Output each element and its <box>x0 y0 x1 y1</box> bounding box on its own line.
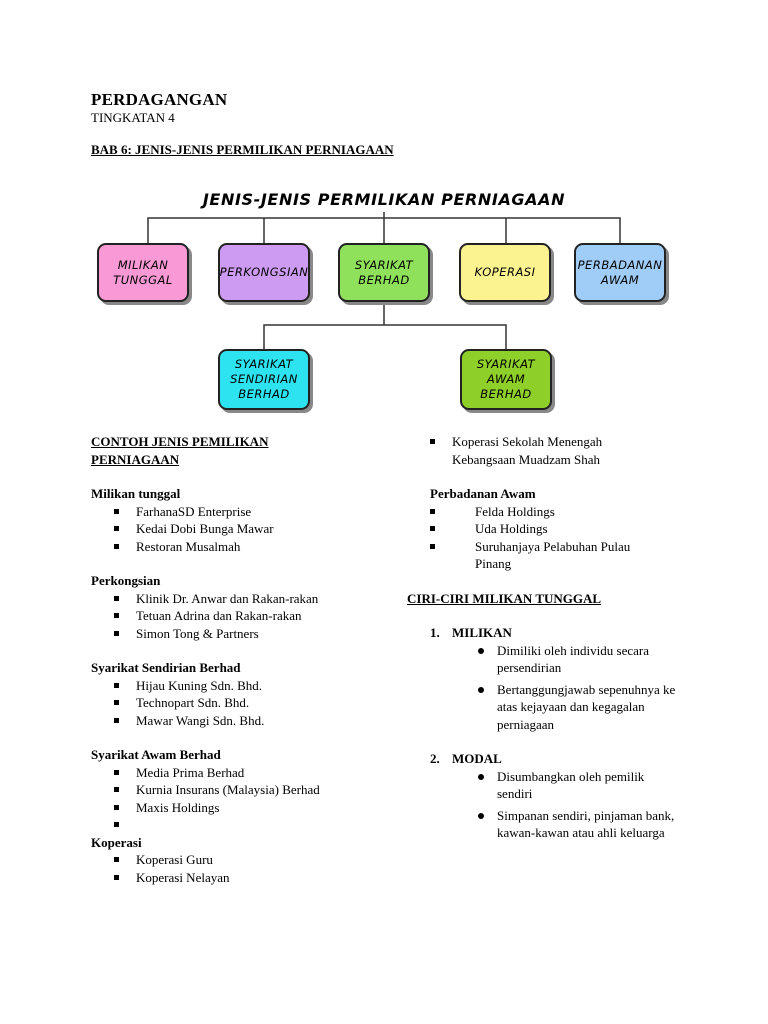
list-item: Disumbangkan oleh pemilik sendiri <box>407 768 677 803</box>
group-title-koperasi: Koperasi <box>91 834 142 850</box>
diagram-connectors <box>0 0 768 430</box>
node-koperasi: KOPERASI <box>459 243 551 302</box>
list-item: FarhanaSD Enterprise <box>91 503 391 521</box>
list-item: Kedai Dobi Bunga Mawar <box>91 520 391 538</box>
group-title-milikan-tunggal: Milikan tunggal <box>91 486 181 501</box>
node-syarikat-awam-berhad: SYARIKAT AWAM BERHAD <box>460 349 552 410</box>
ciri-item-modal <box>407 750 697 768</box>
list-item: Kurnia Insurans (Malaysia) Berhad <box>91 781 391 799</box>
list-item: Klinik Dr. Anwar dan Rakan-rakan <box>91 590 391 608</box>
list-item <box>407 433 697 468</box>
examples-heading-line2: PERNIAGAAN <box>91 451 180 467</box>
chapter-heading: BAB 6: JENIS-JENIS PERMILIKAN PERNIAGAAN <box>91 142 394 157</box>
list-item: Koperasi Guru <box>91 851 391 869</box>
node-syarikat-sendirian-berhad: SYARIKAT SENDIRIAN BERHAD <box>218 349 310 410</box>
group-list-koperasi <box>91 851 391 886</box>
group-list-perkongsian <box>91 590 391 643</box>
list-item: Simpanan sendiri, pinjaman bank, kawan-kawan atau ahli keluarga <box>407 807 677 842</box>
list-item-empty <box>91 816 391 834</box>
group-list-syarikat-awam <box>91 764 391 834</box>
list-item: Simon Tong & Partners <box>91 625 391 643</box>
list-item: Media Prima Berhad <box>91 764 391 782</box>
node-perkongsian: PERKONGSIAN <box>218 243 310 302</box>
ciri-points-modal <box>407 768 677 842</box>
node-milikan-tunggal: MILIKAN TUNGGAL <box>97 243 189 302</box>
diagram-title: JENIS-JENIS PERMILIKAN PERNIAGAAN <box>202 190 566 209</box>
list-item: Uda Holdings <box>407 520 697 538</box>
document-title: PERDAGANGAN <box>91 90 228 109</box>
list-item: Felda Holdings <box>407 503 697 521</box>
examples-heading-line1: CONTOH JENIS PEMILIKAN <box>91 434 269 449</box>
list-item: Tetuan Adrina dan Rakan-rakan <box>91 607 391 625</box>
ciri-number: 2. <box>430 751 440 766</box>
document-subtitle: TINGKATAN 4 <box>91 110 175 125</box>
right-column <box>407 433 697 846</box>
ciri-title: MODAL <box>452 751 502 766</box>
koperasi-item-line2: Kebangsaan Muadzam Shah <box>452 451 601 467</box>
group-list-perbadanan <box>407 503 697 573</box>
group-title-perkongsian: Perkongsian <box>91 573 161 588</box>
group-title-syarikat-awam: Syarikat Awam Berhad <box>91 747 221 762</box>
list-item: Restoran Musalmah <box>91 538 391 556</box>
ciri-item-milikan <box>407 624 697 642</box>
list-item: Maxis Holdings <box>91 799 391 817</box>
list-item: Dimiliki oleh individu secara persendirian <box>407 642 677 677</box>
list-item: Suruhanjaya Pelabuhan Pulau Pinang <box>407 538 655 573</box>
list-item: Hijau Kuning Sdn. Bhd. <box>91 677 391 695</box>
group-title-perbadanan: Perbadanan Awam <box>430 486 536 501</box>
koperasi-continued-list <box>407 433 697 468</box>
group-list-syarikat-sendirian <box>91 677 391 730</box>
group-list-milikan-tunggal <box>91 503 391 556</box>
list-item: Bertanggungjawab sepenuhnya ke atas kejayaan dan kegagalan perniagaan <box>407 681 677 734</box>
left-column <box>91 433 391 886</box>
ciri-number: 1. <box>430 625 440 640</box>
ciri-title: MILIKAN <box>452 625 512 640</box>
koperasi-item-line1: Koperasi Sekolah Menengah <box>452 434 603 449</box>
list-item: Mawar Wangi Sdn. Bhd. <box>91 712 391 730</box>
list-item: Technopart Sdn. Bhd. <box>91 694 391 712</box>
ciri-heading: CIRI-CIRI MILIKAN TUNGGAL <box>407 590 602 606</box>
node-perbadanan-awam: PERBADANAN AWAM <box>574 243 666 302</box>
list-item: Koperasi Nelayan <box>91 869 391 887</box>
ciri-points-milikan <box>407 642 677 734</box>
group-title-syarikat-sendirian: Syarikat Sendirian Berhad <box>91 660 241 675</box>
node-syarikat-berhad: SYARIKAT BERHAD <box>338 243 430 302</box>
